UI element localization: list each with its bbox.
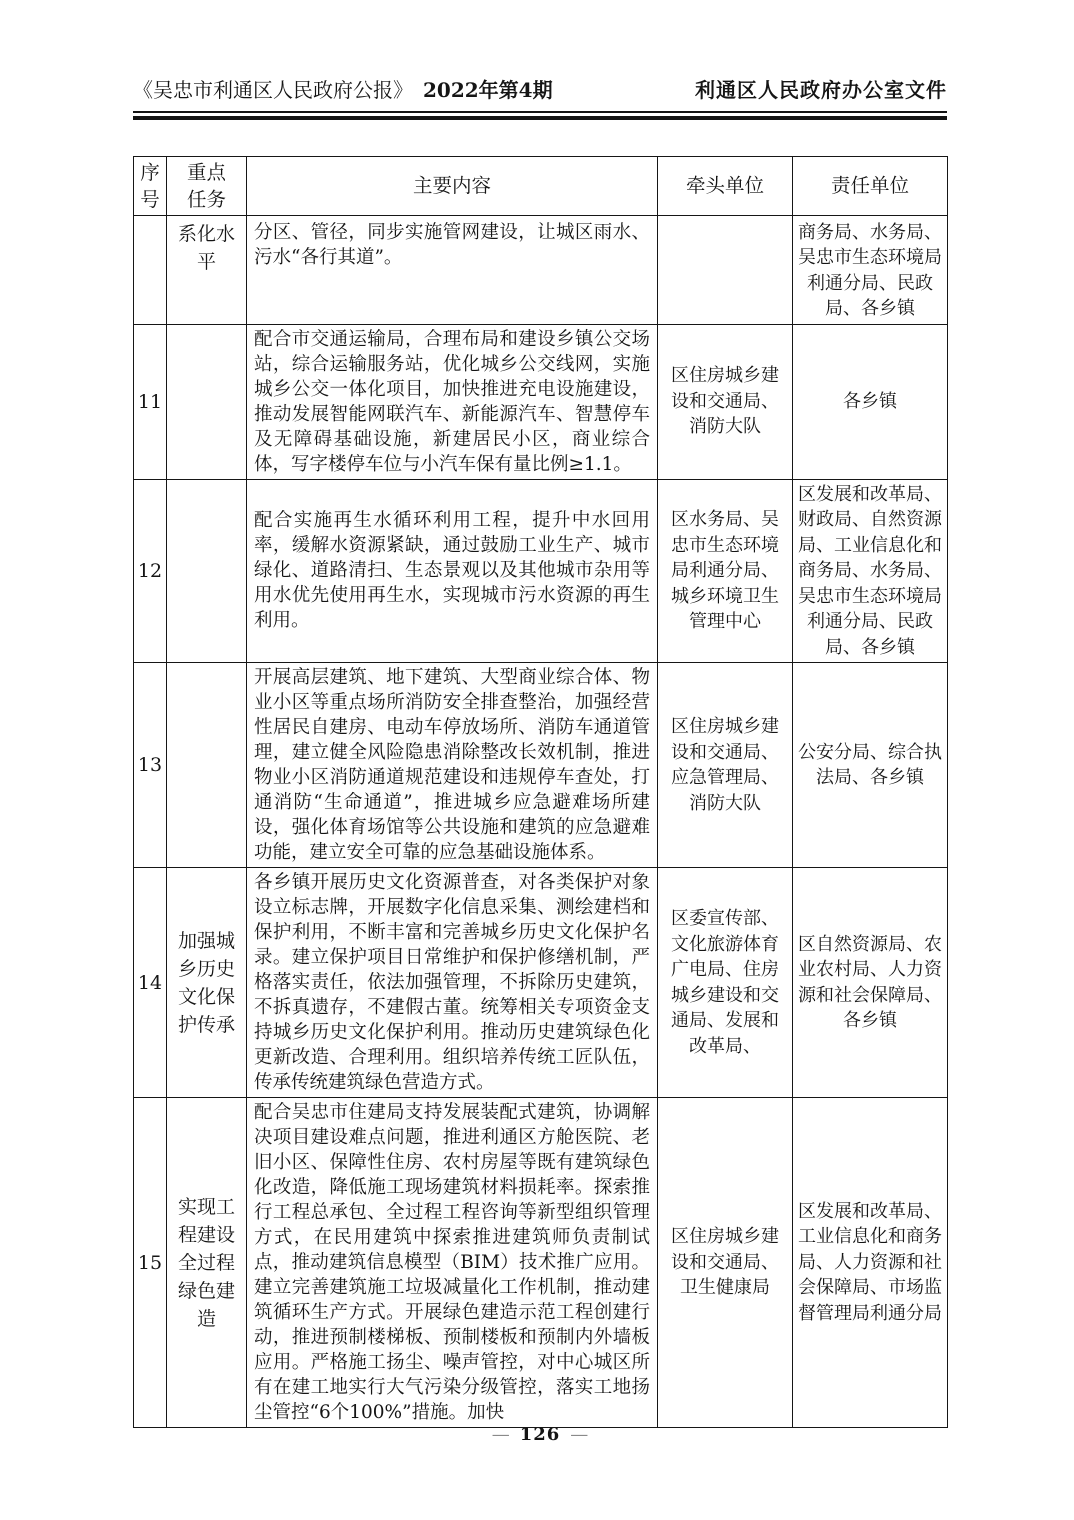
cell-lead: 区住房城乡建设和交通局、应急管理局、消防大队: [658, 663, 793, 868]
col-header-responsible: 责任单位: [793, 156, 948, 215]
cell-content: 配合市交通运输局，合理布局和建设乡镇公交场站，综合运输服务站，优化城乡公交线网，实施城乡公交一体化项目，加快推进充电设施建设，推动发展智能网联汽车、新能源汽车、智慧停车及无障碍基础设施，新建居民小区，商业综合体，写字楼停车位与小汽车保有量比例≥1.1。: [247, 324, 658, 479]
cell-lead: [658, 215, 793, 324]
header-rule-thick: [133, 116, 947, 120]
cell-task: [167, 324, 247, 479]
cell-task: 实现工程建设全过程绿色建造: [167, 1098, 247, 1428]
cell-task: 加强城乡历史文化保护传承: [167, 868, 247, 1098]
cell-lead: 区水务局、吴忠市生态环境局利通分局、城乡环境卫生管理中心: [658, 479, 793, 663]
cell-responsible: 各乡镇: [793, 324, 948, 479]
cell-content: 开展高层建筑、地下建筑、大型商业综合体、物业小区等重点场所消防安全排查整治，加强经营性居民自建房、电动车停放场所、消防车通道管理，建立健全风险隐患消除整改长效机制，推进物业小区消防通道规范建设和违规停车查处，打通消防“生命通道”，推进城乡应急避难场所建设，强化体育场馆等公共设施和建筑的应急避难功能，建立安全可靠的应急基础设施体系。: [247, 663, 658, 868]
cell-no: 15: [134, 1098, 167, 1428]
cell-responsible: 区发展和改革局、工业信息化和商务局、人力资源和社会保障局、市场监督管理局利通分局: [793, 1098, 948, 1428]
cell-no: [134, 215, 167, 324]
cell-lead: 区住房城乡建设和交通局、卫生健康局: [658, 1098, 793, 1428]
cell-content: 配合实施再生水循环利用工程，提升中水回用率，缓解水资源紧缺，通过鼓励工业生产、城市绿化、道路清扫、生态景观以及其他城市杂用等用水优先使用再生水，实现城市污水资源的再生利用。: [247, 479, 658, 663]
cell-content: 分区、管径，同步实施管网建设，让城区雨水、污水“各行其道”。: [247, 215, 658, 324]
header-right-title: 利通区人民政府办公室文件: [695, 78, 947, 102]
cell-task: [167, 479, 247, 663]
cell-content: 配合吴忠市住建局支持发展装配式建筑，协调解决项目建设难点问题，推进利通区方舱医院、老旧小区、保障性住房、农村房屋等既有建筑绿色化改造，降低施工现场建筑材料损耗率。探索推行工程总承包、全过程工程咨询等新型组织管理方式，在民用建筑中探索推进建筑师负责制试点，推动建筑信息模型（BIM）技术推广应用。建立完善建筑施工垃圾减量化工作机制，推动建筑循环生产方式。开展绿色建造示范工程创建行动，推进预制楼梯板、预制楼板和预制内外墙板应用。严格施工扬尘、噪声管控，对中心城区所有在建工地实行大气污染分级管控，落实工地扬尘管控“6个100%”措施。加快: [247, 1098, 658, 1428]
cell-no: 14: [134, 868, 167, 1098]
table-row: [134, 479, 948, 663]
gazette-title: 《吴忠市利通区人民政府公报》: [133, 78, 413, 102]
cell-task: [167, 663, 247, 868]
page-footer: [133, 1424, 947, 1445]
table-row: [134, 324, 948, 479]
header-left: [133, 78, 553, 102]
table-header-row: [134, 156, 948, 215]
header-rule-thin: [133, 111, 947, 113]
table-row: [134, 868, 948, 1098]
cell-content: 各乡镇开展历史文化资源普查，对各类保护对象设立标志牌，开展数字化信息采集、测绘建档和保护利用，不断丰富和完善城乡历史文化保护名录。建立保护项目日常维护和保护修缮机制，严格落实责任，依法加强管理，不拆除历史建筑，不拆真遗存，不建假古董。统筹相关专项资金支持城乡历史文化保护利用。推动历史建筑绿色化更新改造、合理利用。组织培养传统工匠队伍，传承传统建筑绿色营造方式。: [247, 868, 658, 1098]
cell-no: 12: [134, 479, 167, 663]
table-row: [134, 1098, 948, 1428]
cell-responsible: 区发展和改革局、财政局、自然资源局、工业信息化和商务局、水务局、吴忠市生态环境局利通分局、民政局、各乡镇: [793, 479, 948, 663]
cell-lead: 区委宣传部、文化旅游体育广电局、住房城乡建设和交通局、发展和改革局、: [658, 868, 793, 1098]
page-number: 126: [519, 1424, 561, 1445]
cell-no: 11: [134, 324, 167, 479]
col-header-no: 序号: [134, 156, 167, 215]
cell-task: 系化水平: [167, 215, 247, 324]
table-row: [134, 215, 948, 324]
col-header-content: 主要内容: [247, 156, 658, 215]
cell-responsible: 商务局、水务局、吴忠市生态环境局利通分局、民政局、各乡镇: [793, 215, 948, 324]
gazette-issue: 2022年第4期: [423, 78, 553, 102]
tasks-table: [133, 156, 948, 1429]
footer-dash-right: —: [570, 1424, 589, 1445]
cell-no: 13: [134, 663, 167, 868]
table-row: [134, 663, 948, 868]
col-header-lead: 牵头单位: [658, 156, 793, 215]
cell-responsible: 区自然资源局、农业农村局、人力资源和社会保障局、各乡镇: [793, 868, 948, 1098]
cell-responsible: 公安分局、综合执法局、各乡镇: [793, 663, 948, 868]
col-header-task: 重点任务: [167, 156, 247, 215]
cell-lead: 区住房城乡建设和交通局、消防大队: [658, 324, 793, 479]
footer-dash-left: —: [491, 1424, 510, 1445]
page-header: [133, 78, 947, 102]
